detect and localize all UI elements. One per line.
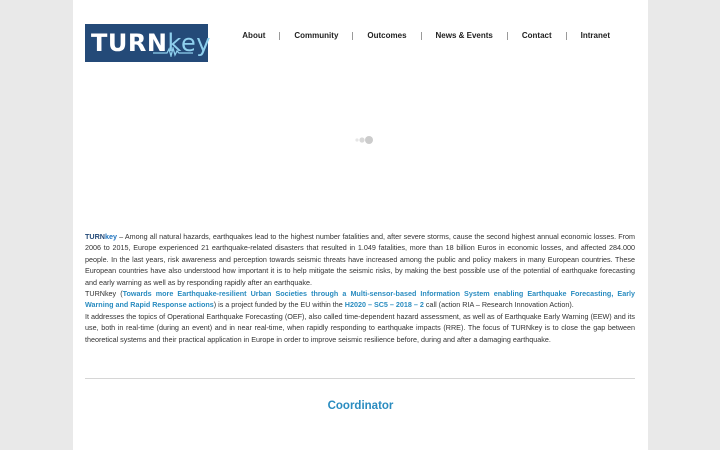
nav-intranet[interactable]: Intranet [580, 31, 610, 40]
intro-text [85, 231, 635, 345]
nav-news-events[interactable]: News & Events [435, 31, 493, 40]
h2020-call-link[interactable]: H2020 – SC5 – 2018 – 2 [344, 300, 424, 310]
nav-community[interactable]: Community [294, 31, 339, 40]
loading-spinner-icon [351, 133, 381, 147]
intro-paragraph-2: TURNkey (Towards more Earthquake-resilient Urban Societies through a Multi-sensor-based Information System enabling Earthquake Forecasting, Early Warning and Rapid Response actions) is a project funded by the EU within the H2020 – SC5 – 2018 – 2 call (action RIA – Research Innovation Action). [85, 289, 635, 310]
seismic-wave-icon [153, 47, 193, 57]
coordinator-heading: Coordinator [327, 400, 394, 412]
logo-wordmark: TURNkey [91, 29, 211, 57]
project-acronym-link[interactable]: Towards more Earthquake-resilient Urban Societies through a Multi-sensor-based Information System enabling Earthquake Forecasting, Early Warning and Rapid Response actions [85, 289, 635, 310]
brand-turn: TURN [85, 232, 105, 241]
intro-paragraph-3: It addresses the topics of Operational Earthquake Forecasting (OEF), also called time-dependent hazard assessment, as well as of Earthquake Early Warning (EEW) and its use, both in real-time (during an event) and in near real-time, when rapidly responding to earthquake impacts (RRE). The focus of TURNkey is to close the gap between theoretical systems and their practical application in Europe in order to improve seismic resilience before, during and after a damaging earthquake. [85, 311, 635, 344]
nav-contact[interactable]: Contact [521, 31, 552, 40]
intro-paragraph-1: TURNkey – Among all natural hazards, earthquakes lead to the highest number fatalities and, after severe storms, cause the second highest annual economic losses. From 2006 to 2015, Europe experienced 21 earthquake-related disasters that resulted in 1.049 fatalities, more than 18 billion Euros in economic losses, and affected 284.000 people. In the last years, risk awareness and perception towards seismic threats have increased among the public and policy makers in many European countries. These European countries have also understood how important it is to help mitigate the seismic risks, by making the best possible use of the potential of earthquake forecasting and early warning as well as by responding rapidly after an earthquake. [85, 232, 635, 287]
turnkey-logo[interactable] [85, 24, 211, 62]
nav-outcomes[interactable]: Outcomes [367, 31, 407, 40]
section-divider [85, 378, 635, 379]
nav-about[interactable]: About [242, 31, 266, 40]
main-nav [228, 29, 624, 43]
page-container [73, 0, 648, 450]
brand-key: key [104, 232, 117, 241]
